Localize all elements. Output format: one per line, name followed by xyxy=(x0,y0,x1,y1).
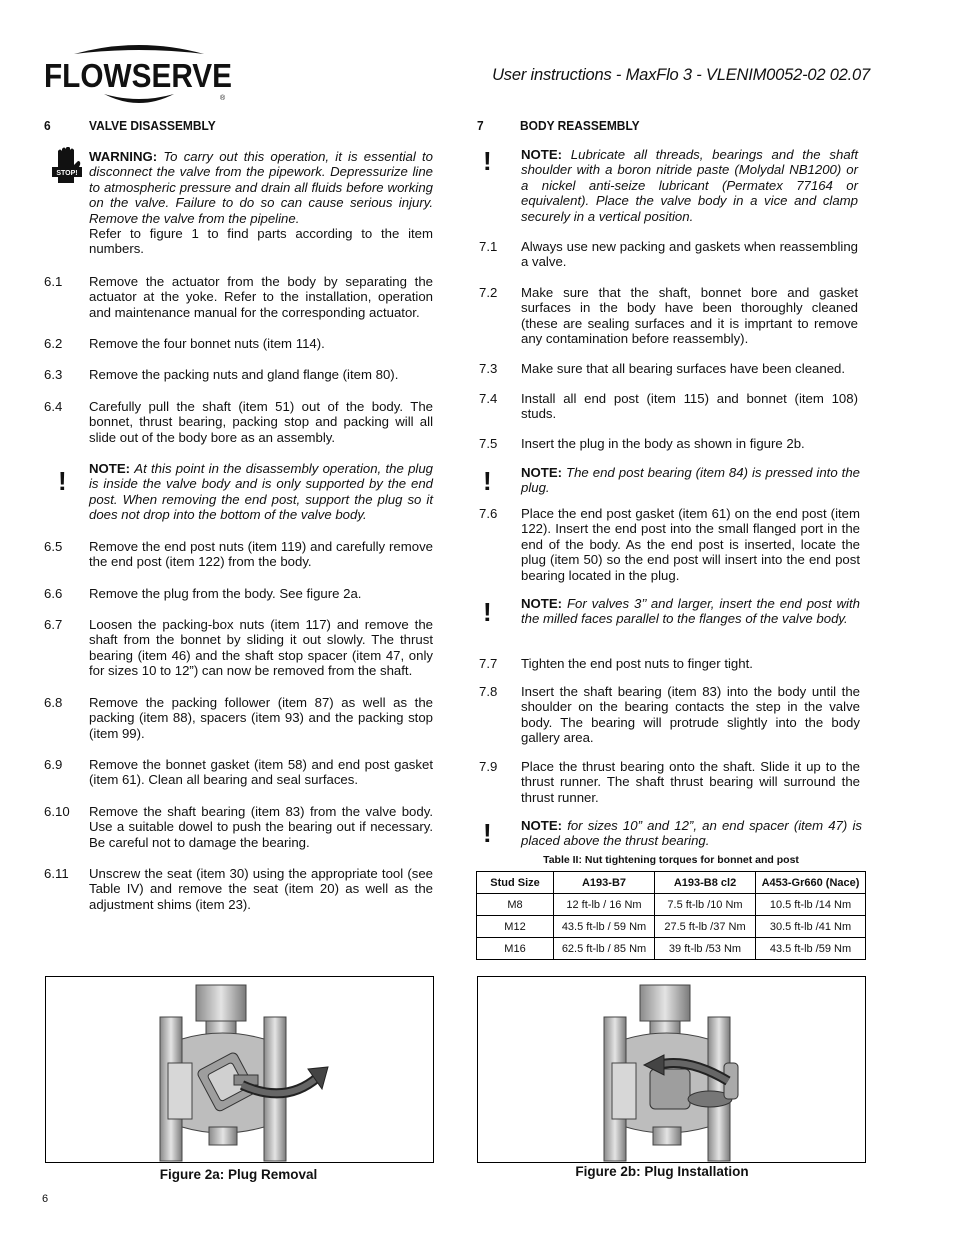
refer-text: Refer to figure 1 to find parts according to the item numbers. xyxy=(89,226,433,257)
table-cell: 43.5 ft-lb /59 Nm xyxy=(756,938,866,960)
warning-label: WARNING: xyxy=(89,149,158,164)
list-item-6-3: 6.3 Remove the packing nuts and gland flange (item 80). xyxy=(44,367,399,382)
table-header-cell: A193-B7 xyxy=(554,872,655,894)
section-7-number: 7 xyxy=(477,118,484,133)
table-cell: 12 ft-lb / 16 Nm xyxy=(554,894,655,916)
exclamation-icon: ! xyxy=(483,466,492,496)
section-7-title: BODY REASSEMBLY xyxy=(520,118,640,133)
table-row xyxy=(477,916,866,938)
exclamation-icon: ! xyxy=(483,818,492,848)
table-cell: 39 ft-lb /53 Nm xyxy=(655,938,756,960)
figure-2b-caption: Figure 2b: Plug Installation xyxy=(575,1164,749,1179)
table-cell: 43.5 ft-lb / 59 Nm xyxy=(554,916,655,938)
table-header-cell: A193-B8 cl2 xyxy=(655,872,756,894)
section-6-number: 6 xyxy=(44,118,51,133)
list-item-6-11: 6.11 Unscrew the seat (item 30) using the appropriate tool (see Table IV) and remove the seat (item 20) as well as the adjustment shims (item 23). xyxy=(44,866,433,912)
table-cell: 7.5 ft-lb /10 Nm xyxy=(655,894,756,916)
table-caption: Table II: Nut tightening torques for bonnet and post xyxy=(543,854,799,866)
table-header-cell: A453-Gr660 (Nace) xyxy=(756,872,866,894)
exclamation-icon: ! xyxy=(483,597,492,627)
table-cell: 27.5 ft-lb /37 Nm xyxy=(655,916,756,938)
list-item-7-4: 7.4 Install all end post (item 115) and bonnet (item 108) studs. xyxy=(479,391,858,422)
list-item-7-7: 7.7 Tighten the end post nuts to finger tight. xyxy=(479,656,753,671)
figure-2b-frame xyxy=(477,976,866,1163)
figure-2a-frame xyxy=(45,976,434,1163)
note-block-milled-faces: NOTE: For valves 3’’ and larger, insert the end post with the milled faces parallel to the flanges of the valve body. xyxy=(521,596,860,627)
note-block-end-post-bearing: NOTE: The end post bearing (item 84) is pressed into the plug. xyxy=(521,465,860,496)
exclamation-icon: ! xyxy=(483,146,492,176)
stop-hand-icon xyxy=(52,147,82,185)
warning-block xyxy=(89,149,433,257)
list-item-6-2: 6.2 Remove the four bonnet nuts (item 114). xyxy=(44,336,325,351)
list-item-7-8: 7.8 Insert the shaft bearing (item 83) into the body until the shoulder on the bearing contacts the step in the valve body. The bearing will protrude slightly into the body gallery area. xyxy=(479,684,860,746)
document-title: User instructions - MaxFlo 3 - VLENIM0052-02 02.07 xyxy=(492,66,870,84)
list-item-7-5: 7.5 Insert the plug in the body as shown in figure 2b. xyxy=(479,436,805,451)
exclamation-icon: ! xyxy=(58,466,67,496)
plug-removal-illustration xyxy=(46,977,433,1162)
table-cell: M12 xyxy=(477,916,554,938)
list-item-7-3: 7.3 Make sure that all bearing surfaces have been cleaned. xyxy=(479,361,846,376)
torque-table xyxy=(476,871,866,960)
section-6-title: VALVE DISASSEMBLY xyxy=(89,118,216,133)
note-block-end-spacer: NOTE: for sizes 10” and 12”, an end spacer (item 47) is placed above the thrust bearing. xyxy=(521,818,862,849)
page-number: 6 xyxy=(42,1193,49,1205)
table-header-row xyxy=(477,872,866,894)
list-item-7-2: 7.2 Make sure that the shaft, bonnet bore and gasket surfaces in the body have been thoroughly cleaned (these are sealing surfaces and it is imprtant to remove any contamination before reassembly). xyxy=(479,285,858,347)
plug-installation-illustration xyxy=(478,977,865,1162)
table-cell: M16 xyxy=(477,938,554,960)
list-item-7-6: 7.6 Place the end post gasket (item 61) on the end post (item 122). Insert the end post into the small flanged port in the end of the body. As the end post is inserted, locate the plug (item 50) so the end post will insert into the end post bearing located in the plug. xyxy=(479,506,860,583)
warning-text: To carry out this operation, it is essential to disconnect the valve from the pipework. Depressurize line to atmospheric pressure and drain all fluids before working on the valve. Failure to do so can cause serious injury. Remove the valve from the pipeline. xyxy=(89,149,434,226)
svg-text:STOP!: STOP! xyxy=(56,170,78,177)
list-item-6-1: 6.1 Remove the actuator from the body by separating the actuator at the yoke. Refer to the installation, operation and maintenance manual for the corresponding actuator. xyxy=(44,274,433,320)
table-cell: 30.5 ft-lb /41 Nm xyxy=(756,916,866,938)
list-item-6-9: 6.9 Remove the bonnet gasket (item 58) and end post gasket (item 61). Clean all bearing and seal surfaces. xyxy=(44,757,433,788)
note-block-disassembly: NOTE: At this point in the disassembly operation, the plug is inside the valve body and is only supported by the end post. When removing the end post, support the plug so it does not drop into the bottom of the valve body. xyxy=(89,461,433,523)
table-row xyxy=(477,894,866,916)
list-item-6-10: 6.10 Remove the shaft bearing (item 83) from the valve body. Use a suitable dowel to push the bearing out if necessary. Be careful not to damage the bearing. xyxy=(44,804,433,850)
note-block-lubricate: NOTE: Lubricate all threads, bearings and the shaft shoulder with a boron nitride paste (Molydal NB1200) or a nickel anti-seize lubricant (Permatex 77164 or equivalent). Place the valve body in a vice and clamp securely in a vertical position. xyxy=(521,147,858,224)
figure-2a-caption: Figure 2a: Plug Removal xyxy=(159,1167,318,1182)
list-item-6-5: 6.5 Remove the end post nuts (item 119) and carefully remove the end post (item 122) from the body. xyxy=(44,539,433,570)
table-header-cell: Stud Size xyxy=(477,872,554,894)
list-item-6-6: 6.6 Remove the plug from the body. See figure 2a. xyxy=(44,586,362,601)
svg-text:®: ® xyxy=(220,95,226,102)
svg-text:FLOWSERVE: FLOWSERVE xyxy=(44,57,232,94)
list-item-7-1: 7.1 Always use new packing and gaskets when reassembling a valve. xyxy=(479,239,858,270)
list-item-6-7: 6.7 Loosen the packing-box nuts (item 117) and remove the shaft from the bonnet by sliding it out slowly. The thrust bearing (item 46) and the shaft stop spacer (item 47, only for sizes 10 to 12”) can now be removed from the shaft. xyxy=(44,617,433,679)
list-item-7-9: 7.9 Place the thrust bearing onto the shaft. Slide it up to the thrust runner. The shaft thrust bearing will surround the thrust runner. xyxy=(479,759,860,805)
table-row xyxy=(477,938,866,960)
table-cell: 10.5 ft-lb /14 Nm xyxy=(756,894,866,916)
table-cell: 62.5 ft-lb / 85 Nm xyxy=(554,938,655,960)
list-item-6-8: 6.8 Remove the packing follower (item 87) as well as the packing (item 88), spacers (item 93) and the packing stop (item 99). xyxy=(44,695,433,741)
list-item-6-4: 6.4 Carefully pull the shaft (item 51) out of the body. The bonnet, thrust bearing, packing stop and packing will all slide out of the body bore as an assembly. xyxy=(44,399,433,445)
table-cell: M8 xyxy=(477,894,554,916)
flowserve-logo xyxy=(44,40,234,112)
